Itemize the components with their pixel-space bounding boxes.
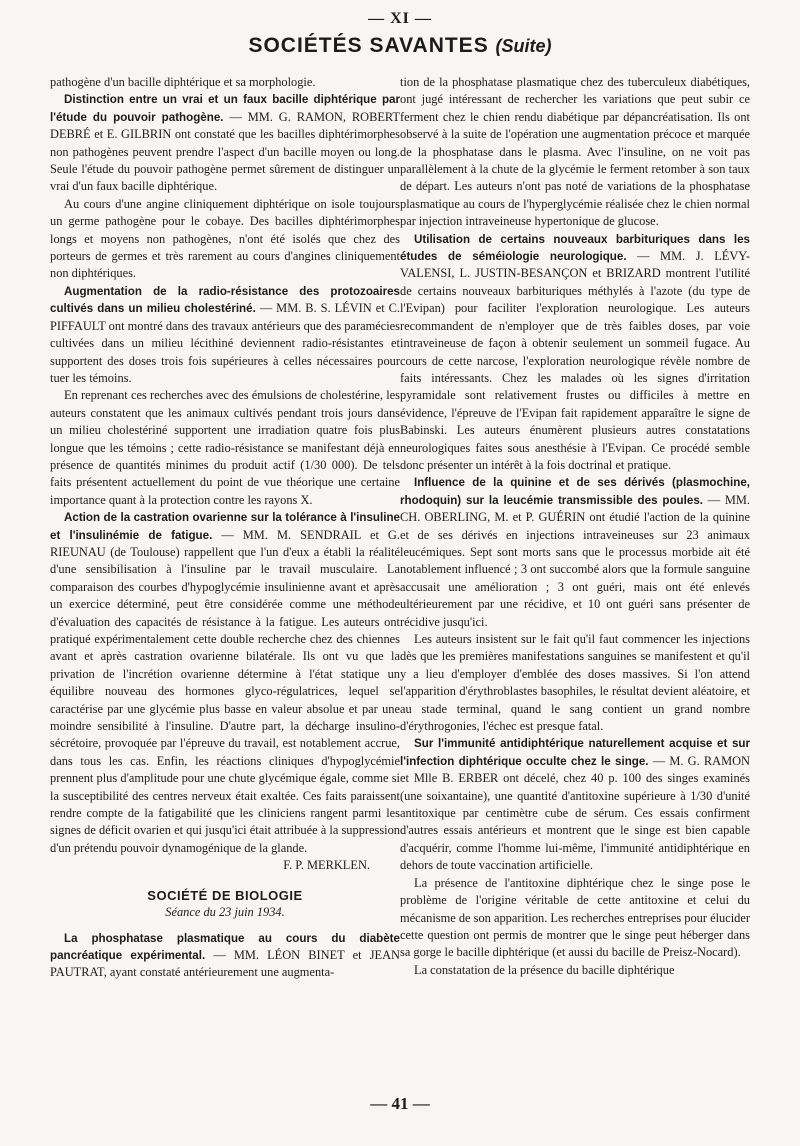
article-title: Action de la castration ovarienne sur la tolérance à l'insuline et l'insulinémie de fatigue. [50, 511, 400, 542]
session-date: Séance du 23 juin 1934. [165, 905, 285, 920]
right-column [400, 74, 750, 979]
paragraph: Les auteurs insistent sur le fait qu'il faut commencer les injections dès que les premières manifestations sanguines se manifestent et qu'il y a lieu d'employer d'emblée des doses massives. Si l'on attend l'apparition d'érythroblastes basophiles, le résultat devient aléatoire, et au stade terminal, quand le sang contient un grand nombre d'érythrogonies, l'échec est presque fatal. [400, 632, 750, 734]
paragraph: Au cours d'une angine cliniquement diphtérique on isole toujours un germe pathogène pour le cobaye. Des bacilles diphtérimorphes longs et moyens non pathogènes, n'ont été isolés que chez des porteurs de germes et très rarement au cours d'angines cliniquement non diphtériques. [50, 196, 400, 281]
article-body: — MM. CH. OBERLING, M. et P. GUÉRIN ont étudié l'action de la quinine et de ses dérivés en injections intraveineuses sur 23 animaux leucémiques. Sept sont morts sans que le processus morbide ait été notablement influencé ; 3 ont succombé alors que la formule sanguine accusait une amélioration ; 3 ont guéri, mais ont été enlevés ultérieurement par une récidive, et 10 ont guéri sans présenter de récidive jusqu'ici. [400, 492, 750, 629]
article [400, 735, 750, 874]
article [50, 509, 400, 857]
article-title: Utilisation de certains nouveaux barbituriques dans les études de séméiologie neurologique. [400, 232, 750, 264]
article-title: La phosphatase plasmatique au cours du diabète pancréatique expérimental. [50, 931, 400, 962]
paragraph: En reprenant ces recherches avec des émulsions de cholestérine, les auteurs constatent que les animaux cultivés pendant trois jours dans un milieu cholestériné supportent une irradiation quatre fois plus longue que les témoins ; cette radio-résistance se manifestant déjà en présence de quantités minimes du produit actif (1/30 000). De tels faits présentent actuellement du point de vue théorique une certaine importance quant à la protection contre les rayons X. [50, 388, 400, 507]
section-title-suite: (Suite) [495, 36, 552, 56]
article [400, 474, 750, 631]
section-title: SOCIÉTÉS SAVANTES [248, 34, 489, 57]
paragraph: pathogène d'un bacille diphtérique et sa morphologie. [50, 75, 316, 89]
article-title: Augmentation de la radio-résistance des protozoaires cultivés dans un milieu cholestériné. [50, 284, 400, 316]
paragraph: La constatation de la présence du bacille diphtérique [414, 962, 675, 977]
left-column [50, 74, 400, 982]
article-title: Sur l'immunité antidiphtérique naturellement acquise et sur l'infection diphtérique occulte chez le singe. [400, 737, 750, 768]
article [400, 231, 750, 475]
society-heading: SOCIÉTÉ DE BIOLOGIE [147, 887, 303, 903]
article-title: Distinction entre un vrai et un faux bacille diphtérique par l'étude du pouvoir pathogène. [50, 93, 400, 124]
page-number: — 41 — [370, 1094, 430, 1113]
article-body: — MM. M. SENDRAIL et G. RIEUNAU (de Toulouse) rappellent que l'un d'eux a établi la réalité d'une sensibilisation à l'insuline par le travail musculaire. La comparaison des courbes d'hypoglycémie insulinienne avant et après un exercice déterminé, peut être considérée comme une méthode d'évaluation des capacités de résistance à la fatigue. Les auteurs ont pratiqué expérimentalement cette double recherche chez des chiennes avant et après castration ovarienne bilatérale. Ils ont vu que la privation de l'incrétion ovarienne détermine à l'état statique un équilibre nouveau des hormones glyco-régulatrices, lequel se caractérise par une glycémie plus basse en valeur absolue et par une moindre sensibilité à l'insuline. D'autre part, la décharge insulino-sécrétoire, provoquée par l'épreuve du travail, est notablement accrue, dans tous les cas. Enfin, les réactions cliniques d'hypoglycémie prennent plus d'amplitude pour une chute glycémique égale, comme si la susceptibilité des centres nerveux était exaltée. Ces faits paraissent rendre compte de la fatigabilité que les cliniciens rangent parmi les signes de déficit ovarien et qui jusqu'ici était attribuée à la suppression d'un prétendu pouvoir dynamogénique de la glande. [50, 527, 400, 855]
article [50, 930, 400, 982]
paragraph: La présence de l'antitoxine diphtérique chez le singe pose le problème de l'origine véritable de cette antitoxine et celui du mécanisme de son apparition. Les recherches entreprises pour élucider cette question ont permis de montrer que le singe peut héberger dans sa gorge le bacille diphtérique (et aussi du bacille de Preisz-Nocard). [400, 875, 750, 960]
article [50, 283, 400, 387]
paragraph: tion de la phosphatase plasmatique chez des tuberculeux diabétiques, ont jugé intéressant de rechercher les variations que peut subir ce ferment chez le chien rendu diabétique par dépancréatisation. Ils ont observé à la suite de l'opération une augmentation précoce et marquée de la phosphatase dans le plasma. Avec l'insuline, on ne voit pas parallèlement à la chute de la glycémie le ferment retomber à son taux de départ. Les auteurs n'ont pas noté de variations de la phosphatase plasmatique au cours de l'hyperglycémie réalisée chez le chien normal par injection intraveineuse hypertonique de glucose. [400, 75, 750, 229]
article-body: — MM. B. S. LÉVIN et C. PIFFAULT ont montré dans des travaux antérieurs que des paramécies cultivées dans un milieu lécithiné deviennent radio-résistantes et supportent des doses trois fois supérieures à celles nécessaires pour tuer les témoins. [50, 301, 400, 385]
article-body: — MM. LÉON BINET et JEAN PAUTRAT, ayant constaté antérieurement une augmenta- [50, 947, 400, 980]
page-roman-numeral: — XI — [368, 10, 432, 27]
signature: F. P. MERKLEN. [283, 858, 370, 873]
article [50, 91, 400, 195]
article-body: — MM. G. RAMON, ROBERT DEBRÉ et E. GILBRIN ont constaté que les bacilles diphtérimorphes non pathogènes peuvent prendre l'aspect d'un bacille moyen ou long. Seule l'étude du pouvoir pathogène permet sûrement de distinguer un vrai d'un faux bacille diphtérique. [50, 109, 400, 194]
article-body: — MM. J. LÉVY-VALENSI, L. JUSTIN-BESANÇON et BRIZARD montrent l'utilité de certains nouveaux barbituriques méthylés à l'azote (du type de l'Evipan) pour faciliter l'exploration neurologique. Les auteurs recommandent de n'employer que de très faibles doses, par voie intraveineuse de façon à obtenir seulement un sommeil fugace. Au cours de cette narcose, l'exploration neurologique révèle nombre de faits intéressants. Chez les malades où les signes d'irritation pyramidale sont relativement frustes ou difficiles à mettre en évidence, l'épreuve de l'Evipan fait rapidement apparaître le signe de Babinski. Les auteurs énumèrent plusieurs autres constatations neurologiques faites sous anesthésie à l'Evipan. Ce procédé semble donc présenter un intérêt à la fois doctrinal et pratique. [400, 249, 750, 472]
section-header [0, 34, 800, 58]
article-body: — M. G. RAMON et Mlle B. ERBER ont décelé, chez 40 p. 100 des singes examinés (une soixantaine), une quantité d'antitoxine supérieure à 1/30 d'unité antitoxique par centimètre cube de sérum. Ces essais confirment d'autres essais antérieurs et montrent que le singe est bien capable d'acquérir, comme l'homme lui-même, l'immunité antidiphtérique en dehors de toute vaccination artificielle. [400, 753, 750, 873]
article-title: Influence de la quinine et de ses dérivés (plasmochine, rhodoquin) sur la leucémie transmissible des poules. [400, 476, 750, 507]
